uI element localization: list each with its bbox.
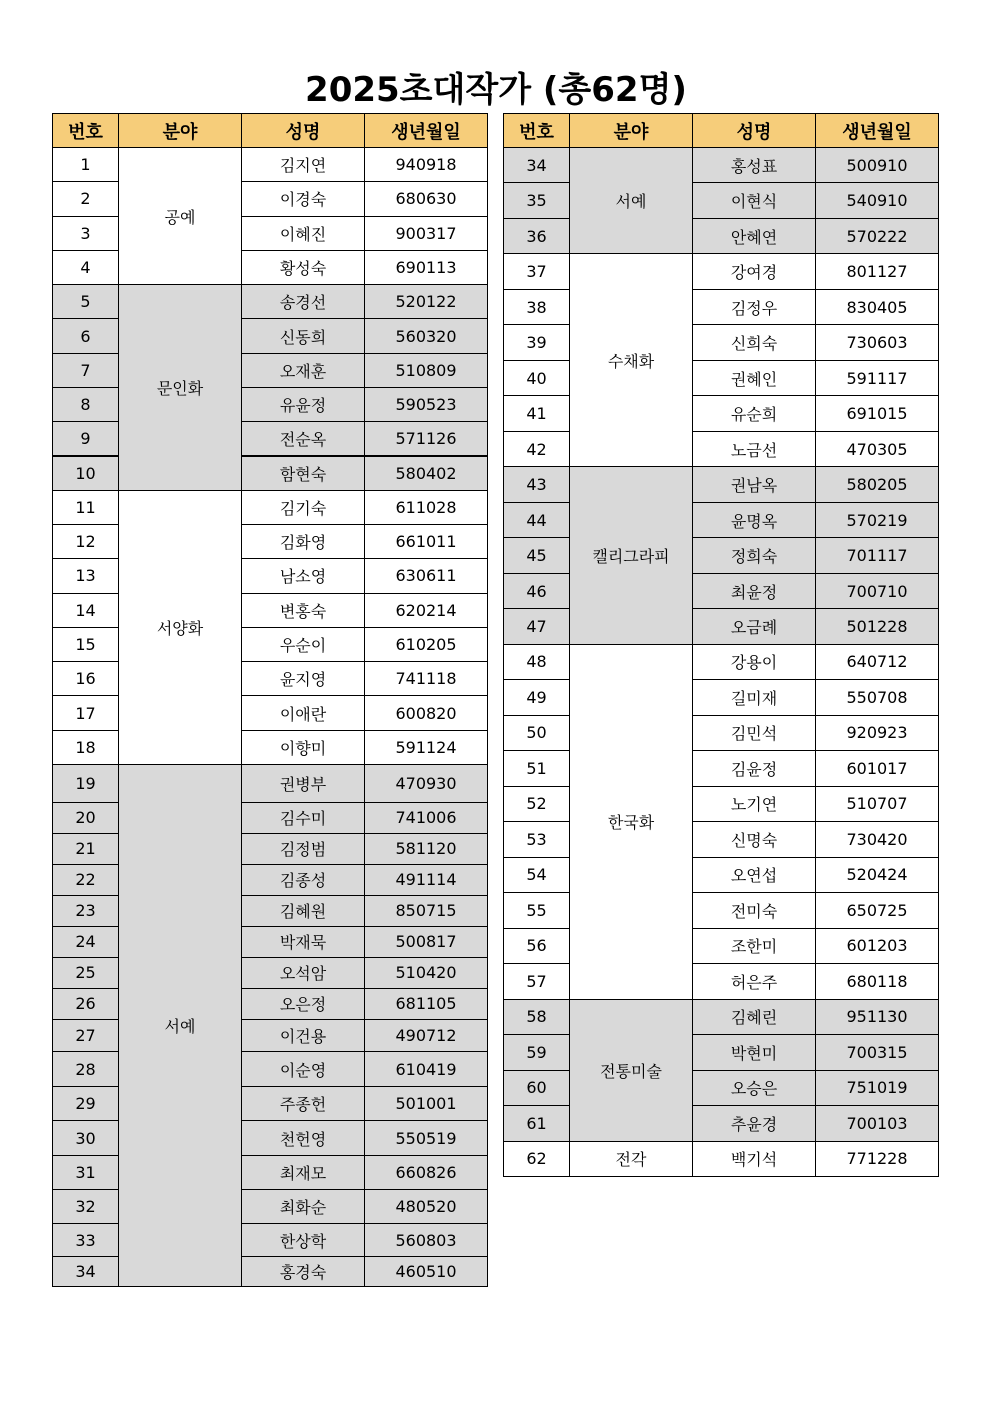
field-cell: 서예 (569, 147, 693, 254)
header-cell: 분야 (118, 113, 242, 148)
birthdate-cell: 751019 (815, 1070, 939, 1106)
birthdate-cell: 601203 (815, 928, 939, 964)
field-cell: 한국화 (569, 644, 693, 1000)
row-number-cell: 28 (52, 1051, 119, 1087)
name-cell: 조한미 (692, 928, 816, 964)
field-cell: 서양화 (118, 490, 242, 765)
row-number-cell: 19 (52, 764, 119, 803)
name-cell: 신동희 (241, 318, 365, 353)
birthdate-cell: 700103 (815, 1105, 939, 1141)
birthdate-cell: 501001 (364, 1086, 488, 1121)
row-number-cell: 30 (52, 1120, 119, 1156)
birthdate-cell: 591124 (364, 730, 488, 765)
row-number-cell: 35 (503, 182, 570, 218)
field-cell: 공예 (118, 147, 242, 285)
birthdate-cell: 581120 (364, 833, 488, 865)
field-cell: 캘리그라피 (569, 466, 693, 644)
row-number-cell: 31 (52, 1155, 119, 1190)
row-number-cell: 41 (503, 395, 570, 431)
birthdate-cell: 690113 (364, 250, 488, 285)
name-cell: 김혜원 (241, 895, 365, 927)
row-number-cell: 11 (52, 490, 119, 525)
name-cell: 김정범 (241, 833, 365, 865)
birthdate-cell: 510809 (364, 353, 488, 388)
birthdate-cell: 741006 (364, 802, 488, 834)
name-cell: 이향미 (241, 730, 365, 765)
birthdate-cell: 630611 (364, 558, 488, 593)
name-cell: 함현숙 (241, 456, 365, 491)
header-cell: 생년월일 (815, 113, 939, 148)
row-number-cell: 24 (52, 926, 119, 958)
birthdate-cell: 510707 (815, 786, 939, 822)
birthdate-cell: 510420 (364, 957, 488, 989)
row-number-cell: 29 (52, 1086, 119, 1121)
birthdate-cell: 771228 (815, 1141, 939, 1177)
birthdate-cell: 601017 (815, 750, 939, 786)
birthdate-cell: 691015 (815, 395, 939, 431)
row-number-cell: 13 (52, 558, 119, 593)
name-cell: 홍성표 (692, 147, 816, 183)
name-cell: 권남옥 (692, 466, 816, 502)
name-cell: 권혜인 (692, 360, 816, 396)
row-number-cell: 2 (52, 181, 119, 216)
name-cell: 유순희 (692, 395, 816, 431)
name-cell: 이현식 (692, 182, 816, 218)
row-number-cell: 6 (52, 318, 119, 353)
birthdate-cell: 850715 (364, 895, 488, 927)
birthdate-cell: 501228 (815, 608, 939, 644)
birthdate-cell: 920923 (815, 715, 939, 751)
row-number-cell: 56 (503, 928, 570, 964)
row-number-cell: 57 (503, 963, 570, 999)
birthdate-cell: 590523 (364, 387, 488, 422)
name-cell: 강용이 (692, 644, 816, 680)
name-cell: 안혜연 (692, 218, 816, 254)
header-cell: 번호 (503, 113, 570, 148)
birthdate-cell: 610419 (364, 1051, 488, 1087)
row-number-cell: 23 (52, 895, 119, 927)
name-cell: 우순이 (241, 627, 365, 662)
name-cell: 오연섭 (692, 857, 816, 893)
birthdate-cell: 490712 (364, 1019, 488, 1053)
name-cell: 이순영 (241, 1051, 365, 1087)
name-cell: 김민석 (692, 715, 816, 751)
name-cell: 오금례 (692, 608, 816, 644)
row-number-cell: 14 (52, 593, 119, 628)
name-cell: 길미재 (692, 679, 816, 715)
row-number-cell: 40 (503, 360, 570, 396)
birthdate-cell: 661011 (364, 524, 488, 559)
name-cell: 허은주 (692, 963, 816, 999)
row-number-cell: 34 (503, 147, 570, 183)
header-cell: 성명 (692, 113, 816, 148)
birthdate-cell: 700710 (815, 573, 939, 609)
birthdate-cell: 680118 (815, 963, 939, 999)
row-number-cell: 59 (503, 1034, 570, 1070)
row-number-cell: 44 (503, 502, 570, 538)
name-cell: 홍경숙 (241, 1256, 365, 1287)
birthdate-cell: 460510 (364, 1256, 488, 1287)
birthdate-cell: 571126 (364, 421, 488, 456)
row-number-cell: 34 (52, 1256, 119, 1287)
name-cell: 이건용 (241, 1019, 365, 1053)
row-number-cell: 26 (52, 988, 119, 1020)
birthdate-cell: 570222 (815, 218, 939, 254)
birthdate-cell: 491114 (364, 864, 488, 896)
row-number-cell: 18 (52, 730, 119, 765)
row-number-cell: 8 (52, 387, 119, 422)
name-cell: 노금선 (692, 431, 816, 467)
name-cell: 최화순 (241, 1189, 365, 1224)
name-cell: 남소영 (241, 558, 365, 593)
name-cell: 신희숙 (692, 324, 816, 360)
name-cell: 이경숙 (241, 181, 365, 216)
row-number-cell: 20 (52, 802, 119, 834)
row-number-cell: 53 (503, 821, 570, 857)
row-number-cell: 38 (503, 289, 570, 325)
birthdate-cell: 681105 (364, 988, 488, 1020)
birthdate-cell: 640712 (815, 644, 939, 680)
name-cell: 윤지영 (241, 661, 365, 696)
name-cell: 추윤경 (692, 1105, 816, 1141)
birthdate-cell: 801127 (815, 253, 939, 289)
row-number-cell: 1 (52, 147, 119, 182)
row-number-cell: 37 (503, 253, 570, 289)
row-number-cell: 12 (52, 524, 119, 559)
name-cell: 유윤정 (241, 387, 365, 422)
birthdate-cell: 650725 (815, 892, 939, 928)
name-cell: 이혜진 (241, 216, 365, 251)
birthdate-cell: 611028 (364, 490, 488, 525)
name-cell: 권병부 (241, 764, 365, 803)
birthdate-cell: 591117 (815, 360, 939, 396)
row-number-cell: 5 (52, 284, 119, 319)
name-cell: 천헌영 (241, 1120, 365, 1156)
birthdate-cell: 550708 (815, 679, 939, 715)
field-cell: 서예 (118, 764, 242, 1287)
row-number-cell: 48 (503, 644, 570, 680)
row-number-cell: 7 (52, 353, 119, 388)
birthdate-cell: 610205 (364, 627, 488, 662)
name-cell: 윤명옥 (692, 502, 816, 538)
name-cell: 박재묵 (241, 926, 365, 958)
row-number-cell: 22 (52, 864, 119, 896)
name-cell: 전순옥 (241, 421, 365, 456)
birthdate-cell: 560803 (364, 1223, 488, 1257)
name-cell: 전미숙 (692, 892, 816, 928)
name-cell: 김혜린 (692, 999, 816, 1035)
birthdate-cell: 730603 (815, 324, 939, 360)
name-cell: 송경선 (241, 284, 365, 319)
birthdate-cell: 730420 (815, 821, 939, 857)
birthdate-cell: 550519 (364, 1120, 488, 1156)
birthdate-cell: 520424 (815, 857, 939, 893)
birthdate-cell: 701117 (815, 537, 939, 573)
row-number-cell: 50 (503, 715, 570, 751)
birthdate-cell: 470930 (364, 764, 488, 803)
name-cell: 김종성 (241, 864, 365, 896)
birthdate-cell: 470305 (815, 431, 939, 467)
name-cell: 강여경 (692, 253, 816, 289)
row-number-cell: 32 (52, 1189, 119, 1224)
header-cell: 번호 (52, 113, 119, 148)
row-number-cell: 39 (503, 324, 570, 360)
field-cell: 전각 (569, 1141, 693, 1177)
birthdate-cell: 620214 (364, 593, 488, 628)
birthdate-cell: 500817 (364, 926, 488, 958)
row-number-cell: 4 (52, 250, 119, 285)
row-number-cell: 43 (503, 466, 570, 502)
name-cell: 김윤정 (692, 750, 816, 786)
row-number-cell: 45 (503, 537, 570, 573)
name-cell: 오재훈 (241, 353, 365, 388)
name-cell: 노기연 (692, 786, 816, 822)
birthdate-cell: 570219 (815, 502, 939, 538)
page-title: 2025초대작가 (총62명) (305, 70, 687, 110)
name-cell: 김기숙 (241, 490, 365, 525)
row-number-cell: 62 (503, 1141, 570, 1177)
row-number-cell: 61 (503, 1105, 570, 1141)
header-cell: 생년월일 (364, 113, 488, 148)
row-number-cell: 46 (503, 573, 570, 609)
row-number-cell: 60 (503, 1070, 570, 1106)
name-cell: 김정우 (692, 289, 816, 325)
birthdate-cell: 580402 (364, 456, 488, 491)
row-number-cell: 55 (503, 892, 570, 928)
birthdate-cell: 741118 (364, 661, 488, 696)
row-number-cell: 27 (52, 1019, 119, 1053)
field-cell: 문인화 (118, 284, 242, 491)
row-number-cell: 9 (52, 421, 119, 456)
birthdate-cell: 660826 (364, 1155, 488, 1190)
birthdate-cell: 580205 (815, 466, 939, 502)
birthdate-cell: 951130 (815, 999, 939, 1035)
name-cell: 김수미 (241, 802, 365, 834)
name-cell: 김지연 (241, 147, 365, 182)
row-number-cell: 42 (503, 431, 570, 467)
row-number-cell: 21 (52, 833, 119, 865)
birthdate-cell: 940918 (364, 147, 488, 182)
row-number-cell: 36 (503, 218, 570, 254)
header-cell: 분야 (569, 113, 693, 148)
birthdate-cell: 700315 (815, 1034, 939, 1070)
row-number-cell: 49 (503, 679, 570, 715)
name-cell: 정희숙 (692, 537, 816, 573)
name-cell: 박현미 (692, 1034, 816, 1070)
name-cell: 오승은 (692, 1070, 816, 1106)
birthdate-cell: 600820 (364, 695, 488, 730)
name-cell: 한상학 (241, 1223, 365, 1257)
name-cell: 백기석 (692, 1141, 816, 1177)
name-cell: 최윤정 (692, 573, 816, 609)
row-number-cell: 47 (503, 608, 570, 644)
row-number-cell: 16 (52, 661, 119, 696)
birthdate-cell: 540910 (815, 182, 939, 218)
name-cell: 최재모 (241, 1155, 365, 1190)
row-number-cell: 3 (52, 216, 119, 251)
row-number-cell: 33 (52, 1223, 119, 1257)
row-number-cell: 58 (503, 999, 570, 1035)
field-cell: 전통미술 (569, 999, 693, 1142)
name-cell: 이애란 (241, 695, 365, 730)
birthdate-cell: 900317 (364, 216, 488, 251)
name-cell: 신명숙 (692, 821, 816, 857)
name-cell: 황성숙 (241, 250, 365, 285)
row-number-cell: 54 (503, 857, 570, 893)
row-number-cell: 15 (52, 627, 119, 662)
birthdate-cell: 480520 (364, 1189, 488, 1224)
row-number-cell: 10 (52, 456, 119, 491)
name-cell: 김화영 (241, 524, 365, 559)
row-number-cell: 51 (503, 750, 570, 786)
row-number-cell: 25 (52, 957, 119, 989)
header-cell: 성명 (241, 113, 365, 148)
row-number-cell: 52 (503, 786, 570, 822)
row-number-cell: 17 (52, 695, 119, 730)
name-cell: 오은정 (241, 988, 365, 1020)
birthdate-cell: 680630 (364, 181, 488, 216)
name-cell: 변홍숙 (241, 593, 365, 628)
birthdate-cell: 560320 (364, 318, 488, 353)
name-cell: 오석암 (241, 957, 365, 989)
birthdate-cell: 830405 (815, 289, 939, 325)
name-cell: 주종헌 (241, 1086, 365, 1121)
birthdate-cell: 520122 (364, 284, 488, 319)
birthdate-cell: 500910 (815, 147, 939, 183)
field-cell: 수채화 (569, 253, 693, 467)
